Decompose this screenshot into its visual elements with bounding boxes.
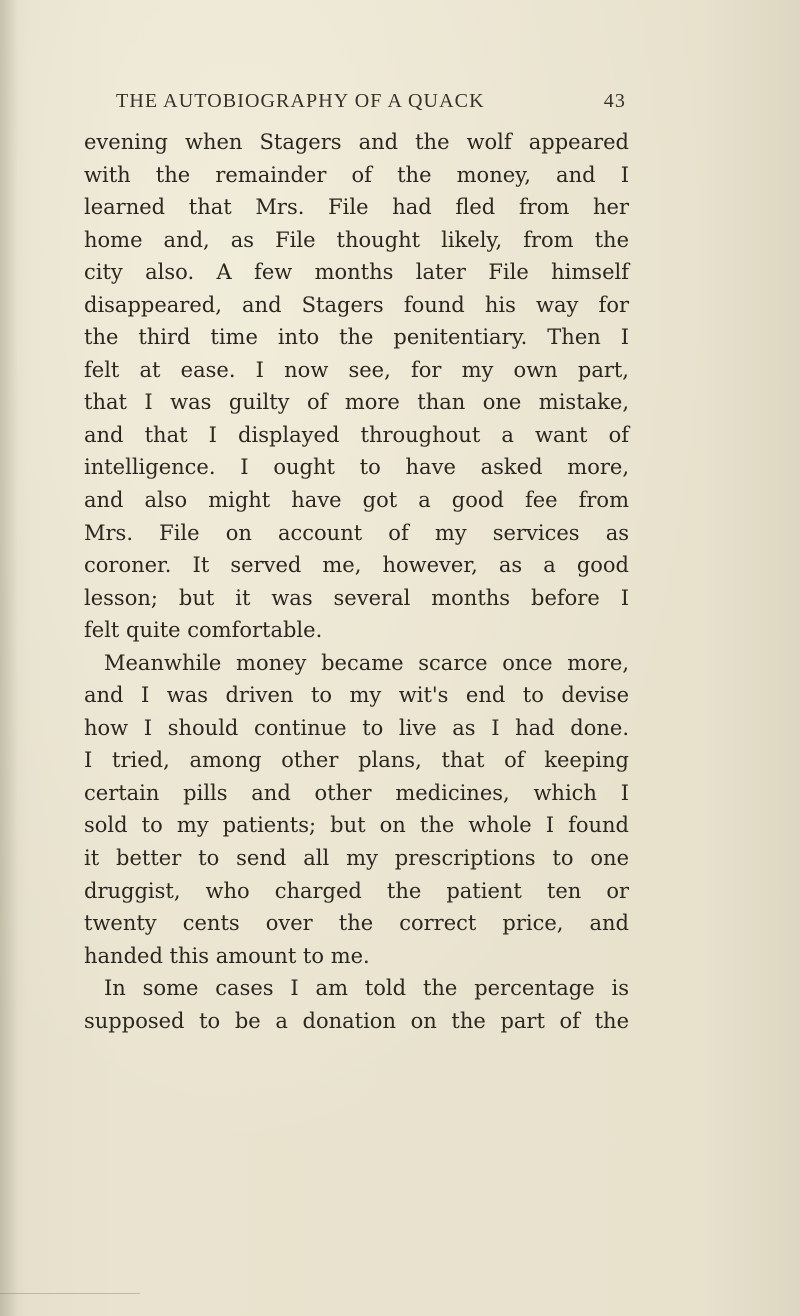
text-line: intelligence. I ought to have asked more,	[84, 455, 629, 480]
page-number: 43	[603, 90, 626, 112]
text-line: sold to my patients; but on the whole I found	[84, 813, 629, 838]
text-line: that I was guilty of more than one mistake,	[84, 390, 629, 415]
text-line: supposed to be a donation on the part of the	[84, 1008, 629, 1033]
text-line: disappeared, and Stagers found his way for	[84, 292, 629, 317]
text-line: twenty cents over the correct price, and	[84, 911, 629, 936]
text-line: learned that Mrs. File had fled from her	[84, 195, 629, 220]
text-line: and I was driven to my wit's end to devise	[84, 683, 629, 708]
text-line: felt quite comfortable.	[84, 618, 323, 643]
text-line: the third time into the penitentiary. Then I	[84, 325, 629, 350]
text-line: home and, as File thought likely, from the	[84, 227, 629, 252]
running-header	[116, 90, 626, 113]
text-line: coroner. It served me, however, as a good	[84, 553, 629, 578]
text-line: Meanwhile money became scarce once more,	[104, 650, 629, 675]
text-line: evening when Stagers and the wolf appeared	[84, 130, 629, 154]
bottom-rule	[0, 1293, 140, 1294]
running-title: THE AUTOBIOGRAPHY OF A QUACK	[116, 90, 485, 112]
text-line: how I should continue to live as I had done.	[84, 715, 629, 740]
text-line: druggist, who charged the patient ten or	[84, 878, 629, 903]
text-line: felt at ease. I now see, for my own part,	[84, 357, 629, 382]
text-line: lesson; but it was several months before I	[84, 585, 629, 610]
text-line: In some cases I am told the percentage is	[104, 976, 629, 1001]
text-line: certain pills and other medicines, which I	[84, 780, 629, 805]
text-line: with the remainder of the money, and I	[84, 162, 629, 187]
text-line: and also might have got a good fee from	[84, 488, 629, 513]
body-text	[84, 126, 629, 1037]
text-line: handed this amount to me.	[84, 943, 370, 968]
text-line: it better to send all my prescriptions to one	[84, 846, 629, 871]
page-edge-shadow	[0, 0, 18, 1316]
text-line: I tried, among other plans, that of keeping	[84, 748, 629, 773]
text-line: and that I displayed throughout a want of	[84, 422, 629, 447]
text-line: Mrs. File on account of my services as	[84, 520, 629, 545]
text-line: city also. A few months later File himself	[84, 260, 629, 285]
